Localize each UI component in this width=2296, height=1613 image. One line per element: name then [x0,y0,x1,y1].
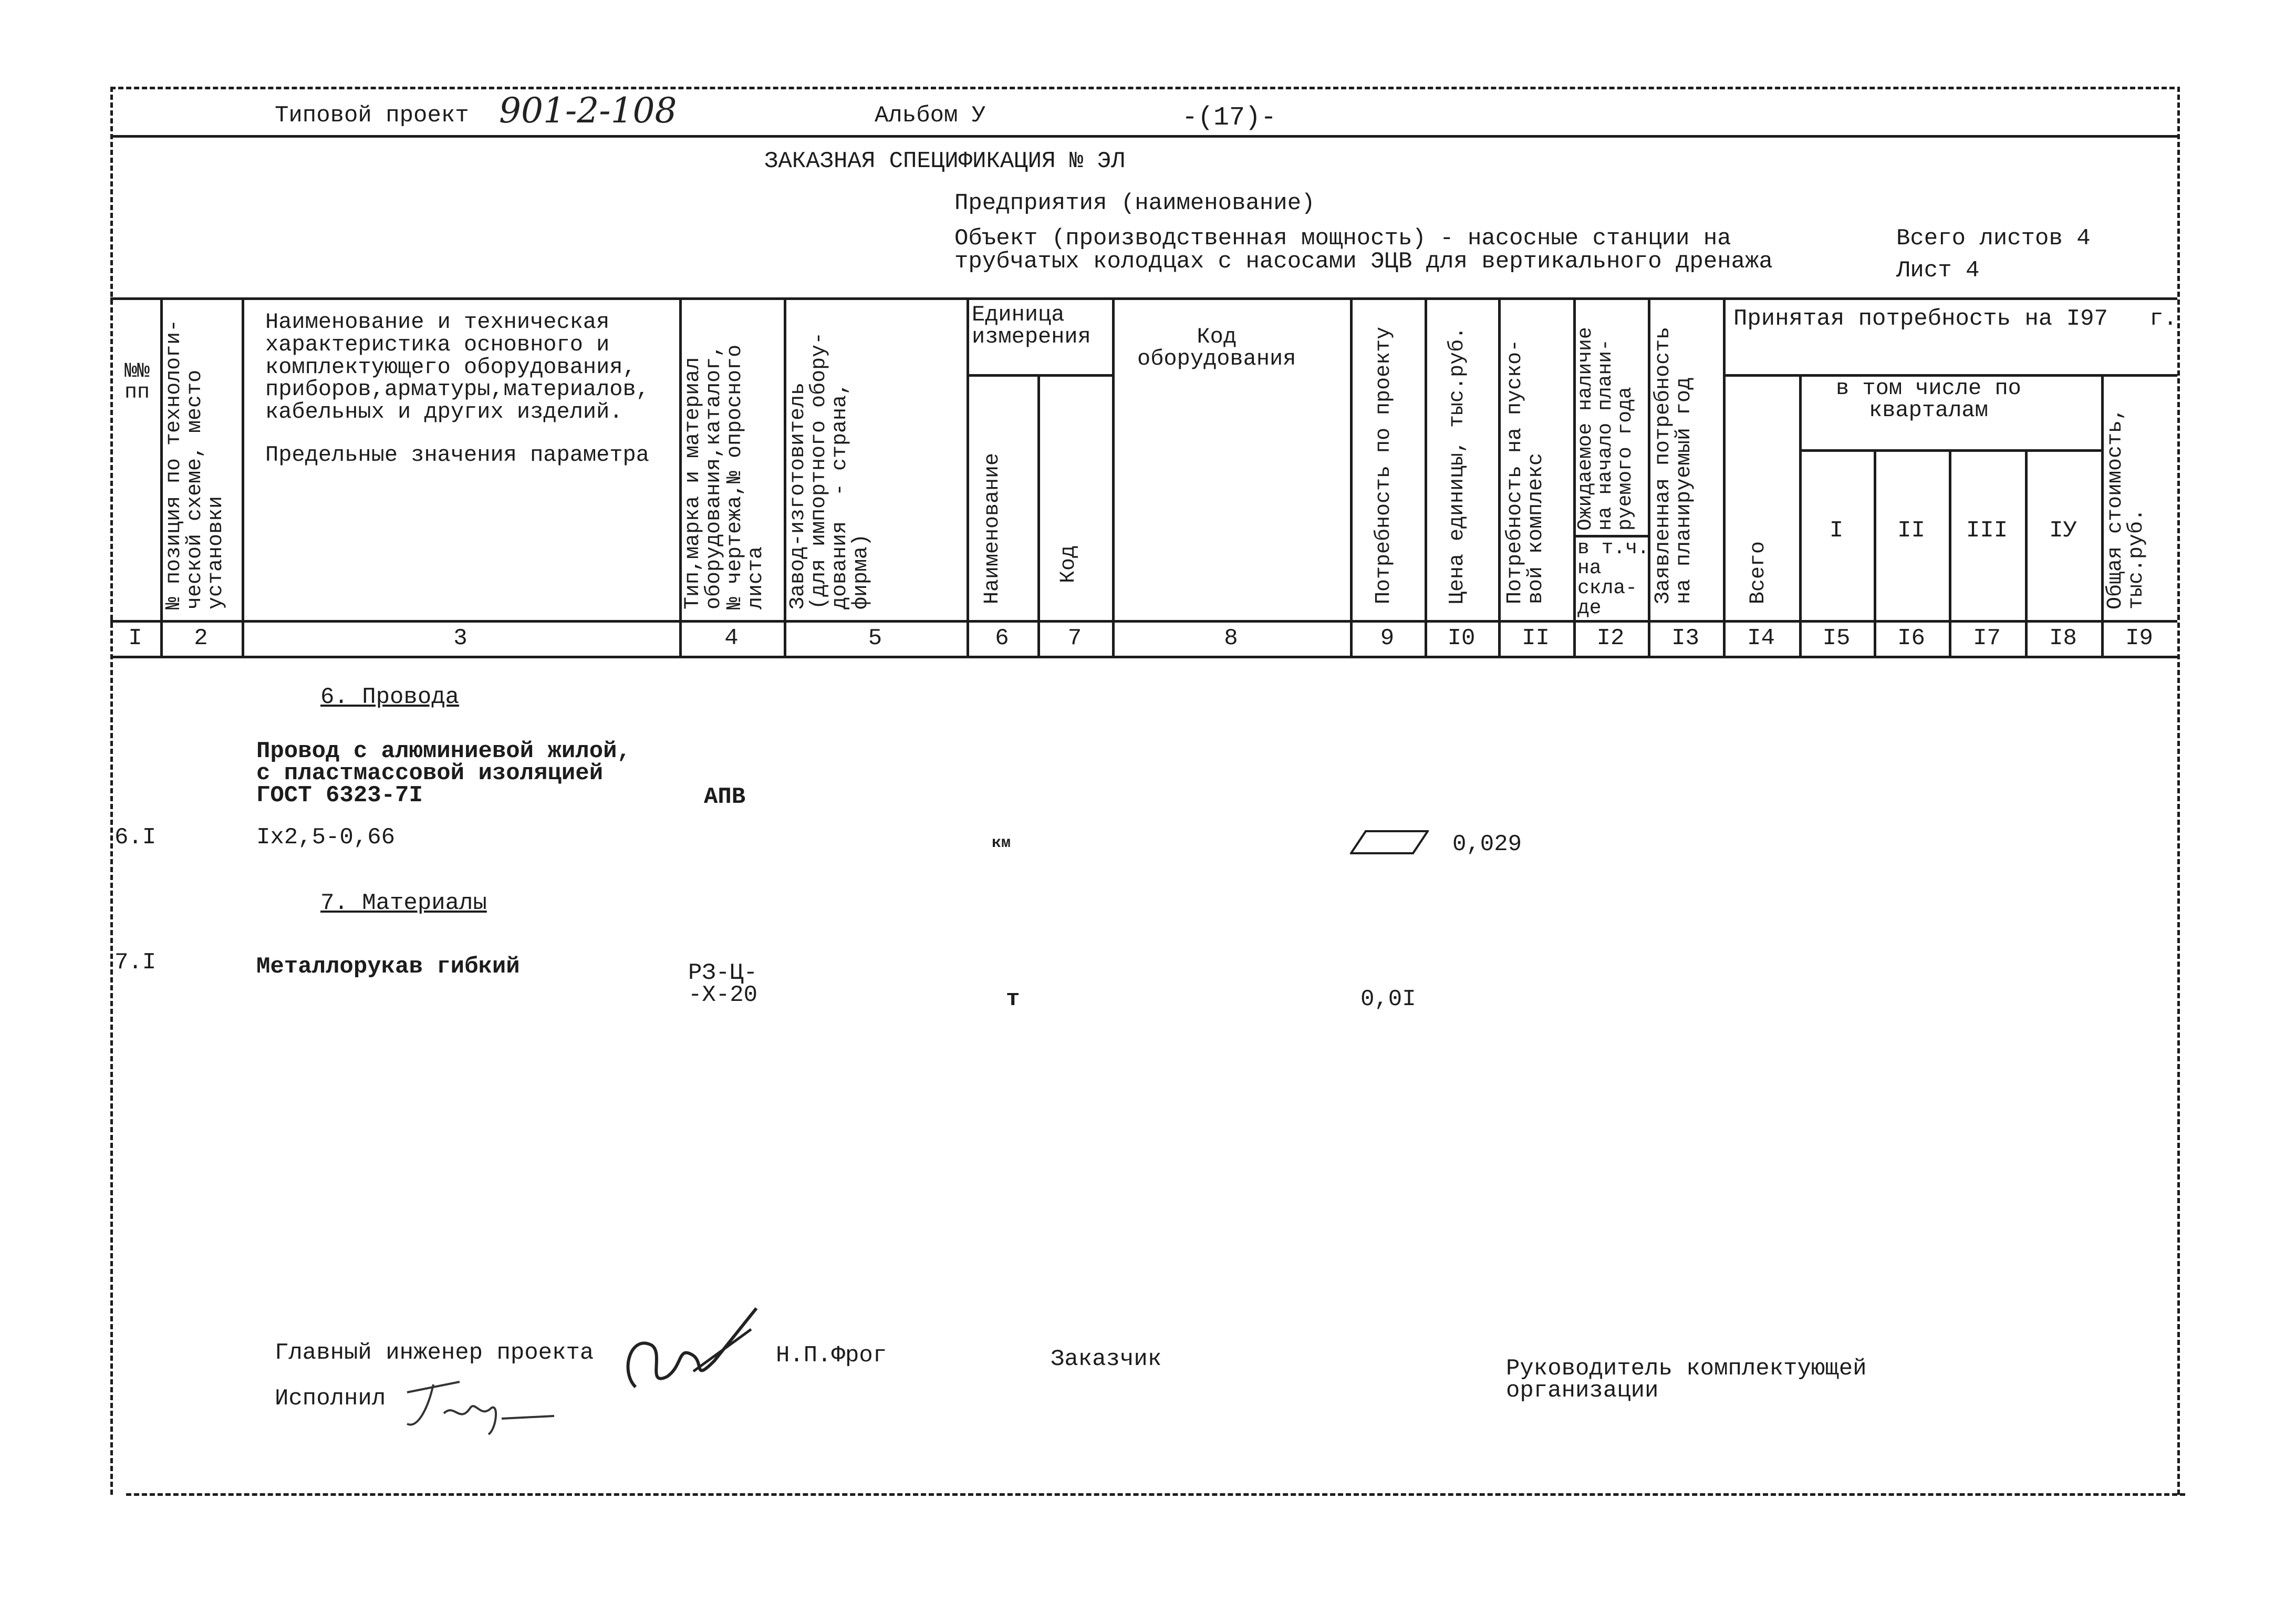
col-13-title: Заявленная потребность на планируемый год [1651,326,1696,604]
col-number-14: I4 [1747,625,1775,652]
supplier-head-line-1: Руководитель комплектующей [1506,1356,1867,1382]
row-6-1-number: 6.I [115,824,157,851]
frame-right [2177,87,2180,1495]
object-line-1: Объект (производственная мощность) - насосные станции на [954,225,1731,252]
col-17-title: III [1966,518,2008,544]
col-number-7: 7 [1067,625,1082,652]
col-number-19: I9 [2125,625,2153,652]
col-number-9: 9 [1380,625,1395,652]
col-1-title: №№ пп [124,360,150,405]
header-bottom-line [110,620,2177,623]
executor-label: Исполнил [275,1385,386,1412]
col-6-title: Наименование [981,452,1004,604]
col-number-6: 6 [995,625,1009,652]
col-number-1: I [128,625,142,652]
accepted-title: Принятая потребность на I97 г. [1733,306,2177,332]
row-7-1-number: 7.I [115,949,157,976]
wire-description-3: ГОСТ 6323-7I [256,782,423,809]
col-number-13: I3 [1671,625,1699,652]
wire-description-2: с пластмассовой изоляцией [256,760,604,787]
frame-bottom [126,1493,2185,1496]
row-6-1-name: Iх2,5-0,66 [256,824,396,851]
col-line-7 [1112,297,1115,656]
header-line [110,135,2177,138]
wire-description-1: Провод с алюминиевой жилой, [256,738,631,764]
col-line-10 [1498,297,1501,656]
col-line-13 [1723,297,1726,656]
row-6-1-price: 0,029 [1452,831,1522,857]
col-12-stock: в т.ч. на скла- де [1577,537,1649,619]
col-number-3: 3 [453,625,467,652]
wire-type: АПВ [704,784,746,810]
col-10-title: Цена единицы, тыс.руб. [1446,326,1469,604]
enterprise-label: Предприятия (наименование) [954,190,1315,216]
col-5-title: Завод-изготовитель (для импортного обору- дования - страна, фирма) [786,332,873,609]
executor-signature [397,1371,570,1440]
col-number-5: 5 [868,625,882,652]
col-9-title: Потребность по проекту [1372,326,1396,604]
page-number: -(17)- [1182,103,1277,133]
chief-engineer-label: Главный инженер проекта [275,1340,594,1366]
col-14-title: Всего [1747,541,1770,604]
col-7-title: Код [1057,545,1081,583]
col-4-title: Тип,марка и материал оборудования,каталог, № чертежа,№ опросного листа [681,344,768,609]
row-7-1-unit: т [1006,986,1020,1012]
row-7-1-qty: 0,0I [1360,986,1416,1012]
col-19-title: Общая стоимость, тыс.руб. [2104,407,2148,609]
spec-title: ЗАКАЗНАЯ СПЕЦИФИКАЦИЯ № ЭЛ [764,148,1125,174]
sheet-number: Лист 4 [1896,257,1980,284]
row-7-1-name: Металлорукав гибкий [256,954,520,980]
col-number-11: II [1522,625,1550,652]
col-number-10: I0 [1447,625,1476,652]
project-label: Типовой проект [275,102,469,129]
project-number: 901-2-108 [499,90,677,131]
chief-engineer-name: Н.П.Фрог [776,1342,887,1369]
frame-top [110,87,2175,89]
col-18-title: IУ [2049,518,2077,544]
qty-placeholder-box [1350,829,1429,855]
col-16-title: II [1897,518,1925,544]
row-7-1-type-1: РЗ-Ц- [688,960,758,986]
chief-engineer-signature [615,1298,772,1403]
col-number-12: I2 [1596,625,1625,652]
col-line-5 [967,297,969,656]
col-8-title: Код оборудования [1137,324,1296,371]
col-number-17: I7 [1973,625,2001,652]
row-7-1-type-2: -Х-20 [688,982,758,1008]
supplier-head-line-2: организации [1506,1378,1659,1404]
col-number-2: 2 [194,625,208,652]
object-line-2: трубчатых колодцах с насосами ЭЦВ для вертикального дренажа [954,249,1773,275]
col-number-8: 8 [1224,625,1238,652]
col-15-title: I [1829,518,1844,544]
col-number-16: I6 [1897,625,1925,652]
section-6-heading: 6. Провода [320,684,460,710]
col-11-title: Потребность на пуско- вой комплекс [1503,339,1548,604]
col-number-15: I5 [1822,625,1851,652]
col-line-2 [242,297,244,656]
col-number-18: I8 [2049,625,2077,652]
table-top-line [110,297,2177,300]
row-6-1-unit: км [992,834,1011,852]
col-3-title: Наименование и техническая характеристика основного и комплектующего оборудования, приборов,арматуры,материалов, кабельных и других изделий. [265,309,649,425]
col-number-4: 4 [724,625,739,652]
unit-group-title: Единица измерения [972,302,1091,349]
col-numbers-bottom-line [110,656,2177,658]
customer-label: Заказчик [1051,1346,1162,1372]
sheets-total: Всего листов 4 [1896,225,2091,252]
album-label: Альбом У [875,102,986,129]
section-7-heading: 7. Материалы [320,890,487,916]
quarters-title: в том числе по кварталам [1836,376,2021,423]
col-line-6 [1037,374,1040,656]
col-line-8 [1350,297,1353,656]
col-line-9 [1425,297,1427,656]
col-line-14 [1799,374,1802,656]
col-3-limits: Предельные значения параметра [265,442,649,468]
col-12-title: Ожидаемое наличие на начало плани- руемого года [1574,327,1637,531]
col-2-title: № позиция по технологи- ческой схеме, место установки [162,319,228,609]
